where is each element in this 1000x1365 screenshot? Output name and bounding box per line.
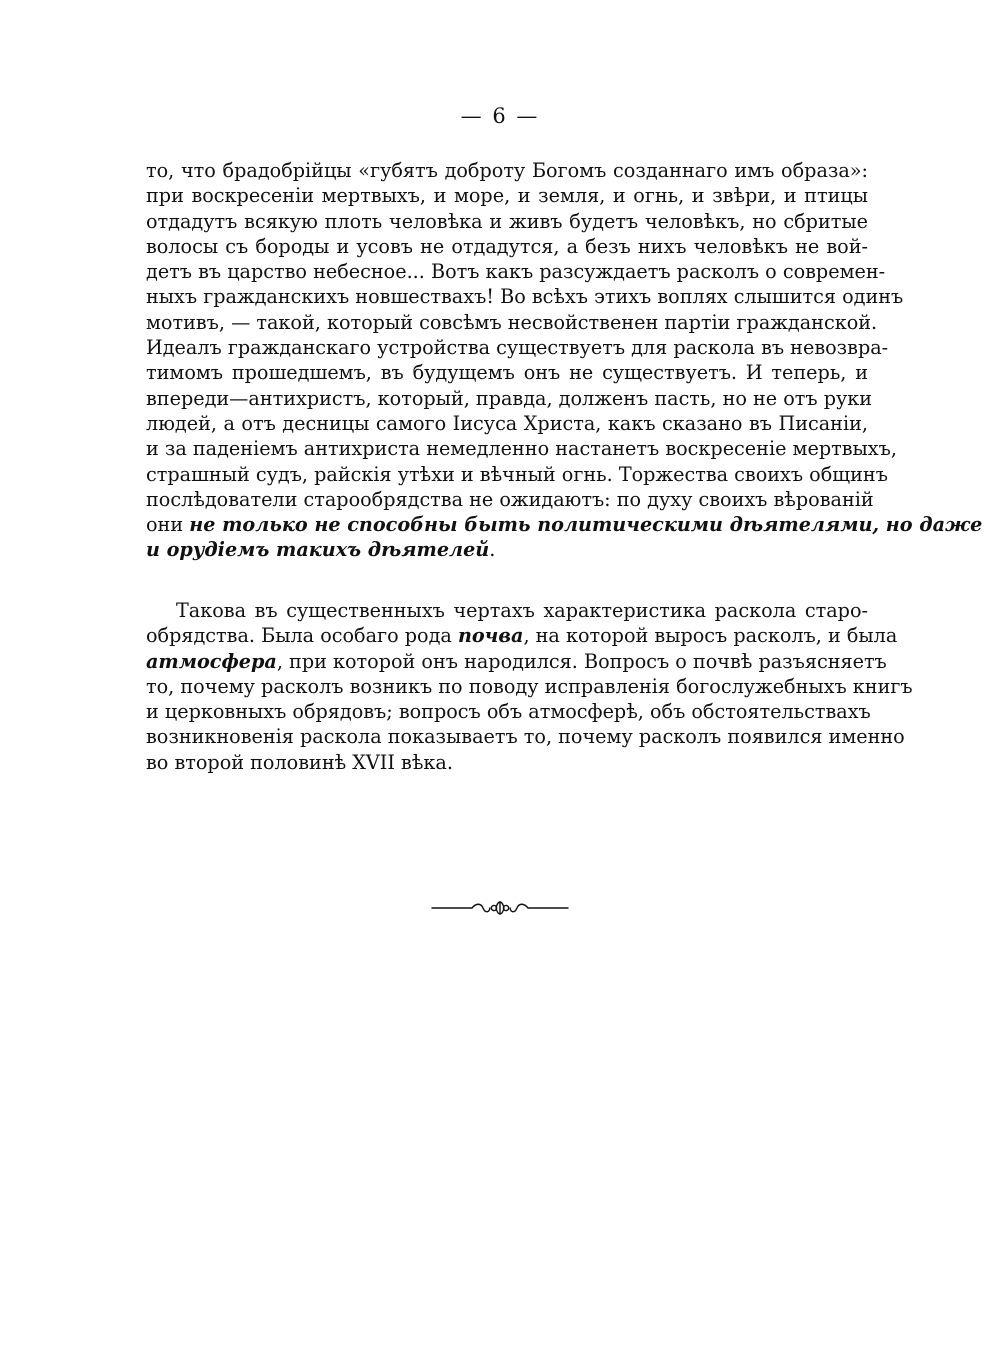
text-span: . xyxy=(489,538,496,562)
text-span: обрядства. Была особаго рода xyxy=(146,624,458,648)
text-line-mixed xyxy=(146,512,983,537)
text-line: послѣдователи старообрядства не ожидаютъ: по духу своихъ вѣрованій xyxy=(146,487,874,511)
text-line: и за паденіемъ антихриста немедленно настанетъ воскресеніе мертвыхъ, xyxy=(146,437,897,461)
flourish-divider-icon xyxy=(0,896,1000,920)
text-span: , при которой онъ народился. Вопросъ о почвѣ разъясняетъ xyxy=(276,649,887,673)
text-line: Такова въ существенныхъ чертахъ характеристика раскола старо- xyxy=(176,599,868,622)
text-line-mixed xyxy=(146,623,898,648)
text-line: то, что брадобрійцы «губятъ доброту Богомъ созданнаго имъ образа»: xyxy=(146,159,868,182)
paragraph-2 xyxy=(146,598,913,775)
text-line-mixed xyxy=(146,649,887,674)
text-line: отдадутъ всякую плоть человѣка и живъ будетъ человѣкъ, но сбритые xyxy=(146,209,868,233)
text-line: ныхъ гражданскихъ новшествахъ! Во всѣхъ этихъ воплях слышится одинъ xyxy=(146,285,904,309)
text-line: тимомъ прошедшемъ, въ будущемъ онъ не существуетъ. И теперь, и xyxy=(146,361,868,385)
italic-emphasis: атмосфера xyxy=(146,649,277,673)
italic-emphasis: почва xyxy=(457,624,524,648)
text-line: то, почему расколъ возникъ по поводу исправленія богослужебныхъ книгъ xyxy=(146,674,913,698)
text-line: страшный судъ, райскія утѣхи и вѣчный огнь. Торжества своихъ общинъ xyxy=(146,462,888,486)
text-span: , на которой выросъ расколъ, и была xyxy=(523,624,898,648)
text-line: впереди—антихристъ, который, правда, долженъ пасть, но не отъ руки xyxy=(146,386,873,410)
italic-emphasis: не только не способны быть политическими дѣятелями, но даже xyxy=(189,513,983,537)
page-number: — 6 — xyxy=(460,104,540,128)
text-span: они xyxy=(146,513,190,537)
italic-emphasis: и орудіемъ такихъ дѣятелей xyxy=(146,538,490,562)
text-line-mixed xyxy=(146,537,868,562)
text-line: людей, а отъ десницы самого Іисуса Христа, какъ сказано въ Писаніи, xyxy=(146,411,868,435)
text-line: возникновенія раскола показываетъ то, почему расколъ появился именно xyxy=(146,725,905,749)
text-line: детъ въ царство небесное... Вотъ какъ разсуждаетъ расколъ о современ- xyxy=(146,260,886,284)
text-line: и церковныхъ обрядовъ; вопросъ объ атмосферѣ, объ обстоятельствахъ xyxy=(146,700,871,724)
text-line: при воскресеніи мертвыхъ, и море, и земля, и огнь, и звѣри, и птицы xyxy=(146,184,868,208)
text-line: Идеалъ гражданскаго устройства существуетъ для раскола въ невозвра- xyxy=(146,336,889,360)
paragraph-1 xyxy=(146,158,983,563)
text-line: мотивъ, — такой, который совсѣмъ несвойственен партіи гражданской. xyxy=(146,310,878,334)
text-line: волосы съ бороды и усовъ не отдадутся, а безъ нихъ человѣкъ не вой- xyxy=(146,234,868,258)
text-line: во второй половинѣ XVII вѣка. xyxy=(146,750,453,774)
